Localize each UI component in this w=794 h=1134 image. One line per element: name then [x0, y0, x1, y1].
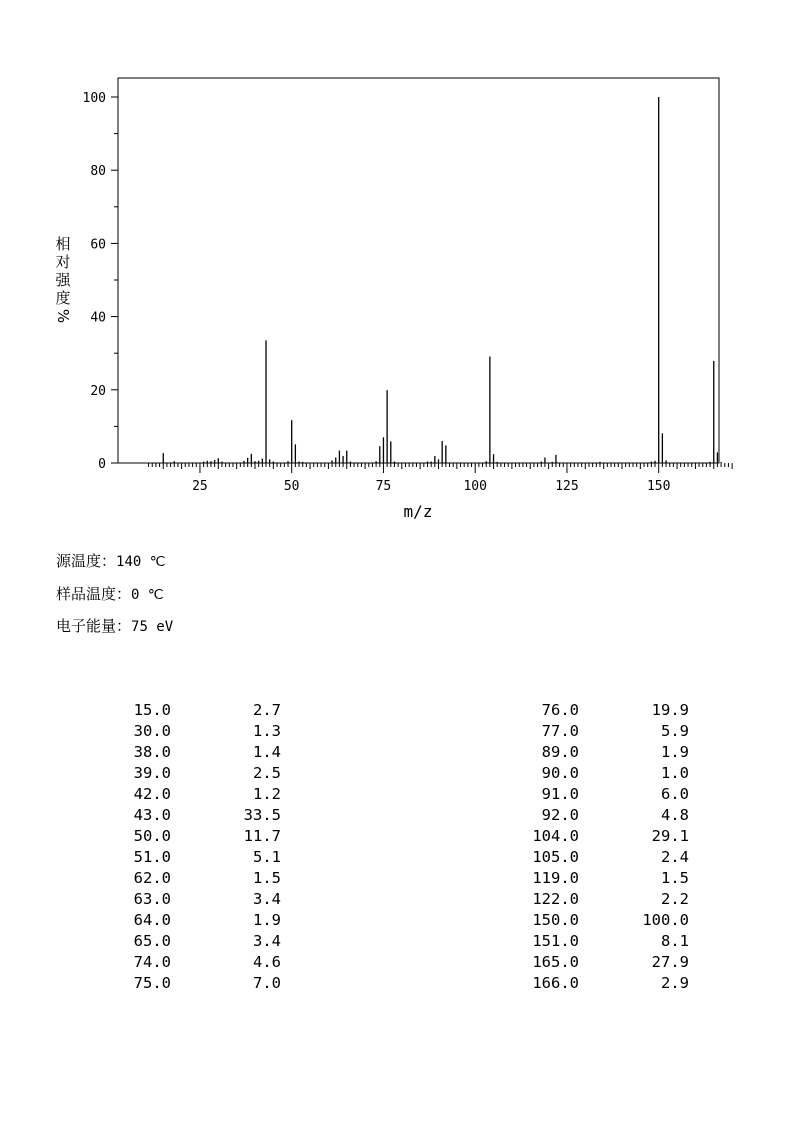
- source-temperature-label: 源温度：: [56, 552, 117, 570]
- x-tick-label: 125: [555, 479, 579, 494]
- mz-value: 76.0: [541, 701, 579, 719]
- sample-temperature: [56, 583, 164, 604]
- mz-value: 50.0: [133, 827, 171, 845]
- x-tick-label: 100: [463, 479, 487, 494]
- mz-value: 42.0: [133, 785, 171, 803]
- intensity-value: 3.4: [253, 890, 281, 908]
- mz-value: 122.0: [532, 890, 579, 908]
- y-axis-label-char: 度: [55, 289, 71, 307]
- intensity-value: 4.8: [661, 806, 689, 824]
- intensity-value: 4.6: [253, 953, 281, 971]
- mz-value: 62.0: [133, 869, 171, 887]
- x-axis-label: m/z: [403, 502, 433, 521]
- y-tick-label: 40: [90, 310, 106, 326]
- mz-value: 104.0: [532, 827, 579, 845]
- intensity-value: 19.9: [651, 701, 689, 719]
- intensity-value: 100.0: [642, 911, 689, 929]
- intensity-value: 1.0: [661, 764, 689, 782]
- y-axis-label-char: 强: [55, 271, 71, 289]
- mz-value: 43.0: [133, 806, 171, 824]
- intensity-value: 6.0: [661, 785, 689, 803]
- intensity-value: 1.5: [253, 869, 281, 887]
- source-temperature: [56, 550, 165, 571]
- intensity-value: 33.5: [243, 806, 281, 824]
- peak-bars: [163, 97, 721, 463]
- electron-energy-value: 75 eV: [131, 619, 174, 635]
- electron-energy-label: 电子能量：: [56, 617, 132, 635]
- y-axis-label: [54, 235, 72, 323]
- intensity-value: 1.9: [253, 911, 281, 929]
- sample-temperature-value: 0 ℃: [131, 587, 164, 603]
- y-axis-label-char: %: [54, 308, 72, 324]
- mz-value: 65.0: [133, 932, 171, 950]
- mz-value: 166.0: [532, 974, 579, 992]
- mz-value: 92.0: [541, 806, 579, 824]
- mz-value: 64.0: [133, 911, 171, 929]
- intensity-value: 1.3: [253, 722, 281, 740]
- mz-value: 89.0: [541, 743, 579, 761]
- mz-value: 74.0: [133, 953, 171, 971]
- intensity-value: 8.1: [661, 932, 689, 950]
- intensity-value: 7.0: [253, 974, 281, 992]
- y-tick-label: 20: [90, 383, 106, 399]
- chart-axes: [83, 78, 733, 494]
- x-tick-label: 25: [192, 479, 208, 494]
- mz-value: 91.0: [541, 785, 579, 803]
- intensity-value: 2.7: [253, 701, 281, 719]
- source-temperature-value: 140 ℃: [116, 554, 166, 570]
- intensity-value: 1.4: [253, 743, 281, 761]
- x-tick-label: 75: [375, 479, 392, 494]
- mz-value: 30.0: [133, 722, 171, 740]
- intensity-value: 2.2: [661, 890, 689, 908]
- y-tick-label: 80: [90, 164, 106, 180]
- intensity-value: 1.2: [253, 785, 281, 803]
- y-tick-label: 0: [98, 457, 106, 472]
- mz-value: 38.0: [133, 743, 171, 761]
- x-tick-label: 150: [646, 479, 671, 494]
- mz-value: 151.0: [532, 932, 579, 950]
- mz-value: 75.0: [133, 974, 171, 992]
- y-tick-label: 60: [90, 237, 106, 253]
- intensity-value: 2.4: [661, 848, 689, 866]
- sample-temperature-label: 样品温度：: [56, 585, 132, 603]
- intensity-value: 1.5: [661, 869, 689, 887]
- mz-value: 39.0: [133, 764, 171, 782]
- electron-energy: [56, 615, 173, 636]
- intensity-value: 1.9: [661, 743, 689, 761]
- mz-value: 150.0: [532, 911, 579, 929]
- mz-value: 105.0: [532, 848, 579, 866]
- mz-value: 165.0: [532, 953, 579, 971]
- intensity-value: 11.7: [243, 827, 281, 845]
- mz-value: 77.0: [541, 722, 579, 740]
- y-axis-label-char: 相: [55, 235, 71, 253]
- mz-value: 63.0: [133, 890, 171, 908]
- plot-frame: [118, 78, 719, 463]
- mz-value: 119.0: [532, 869, 579, 887]
- mz-value: 90.0: [541, 764, 579, 782]
- intensity-value: 27.9: [651, 953, 689, 971]
- intensity-value: 2.5: [253, 764, 281, 782]
- x-tick-label: 50: [283, 479, 300, 494]
- mass-spectrum-chart: [0, 0, 794, 530]
- mz-value: 51.0: [133, 848, 171, 866]
- intensity-value: 3.4: [253, 932, 281, 950]
- y-tick-label: 100: [82, 91, 106, 106]
- intensity-value: 5.1: [253, 848, 281, 866]
- intensity-value: 2.9: [661, 974, 689, 992]
- intensity-value: 29.1: [651, 827, 689, 845]
- y-axis-label-char: 对: [55, 253, 71, 271]
- intensity-value: 5.9: [661, 722, 689, 740]
- mz-value: 15.0: [133, 701, 171, 719]
